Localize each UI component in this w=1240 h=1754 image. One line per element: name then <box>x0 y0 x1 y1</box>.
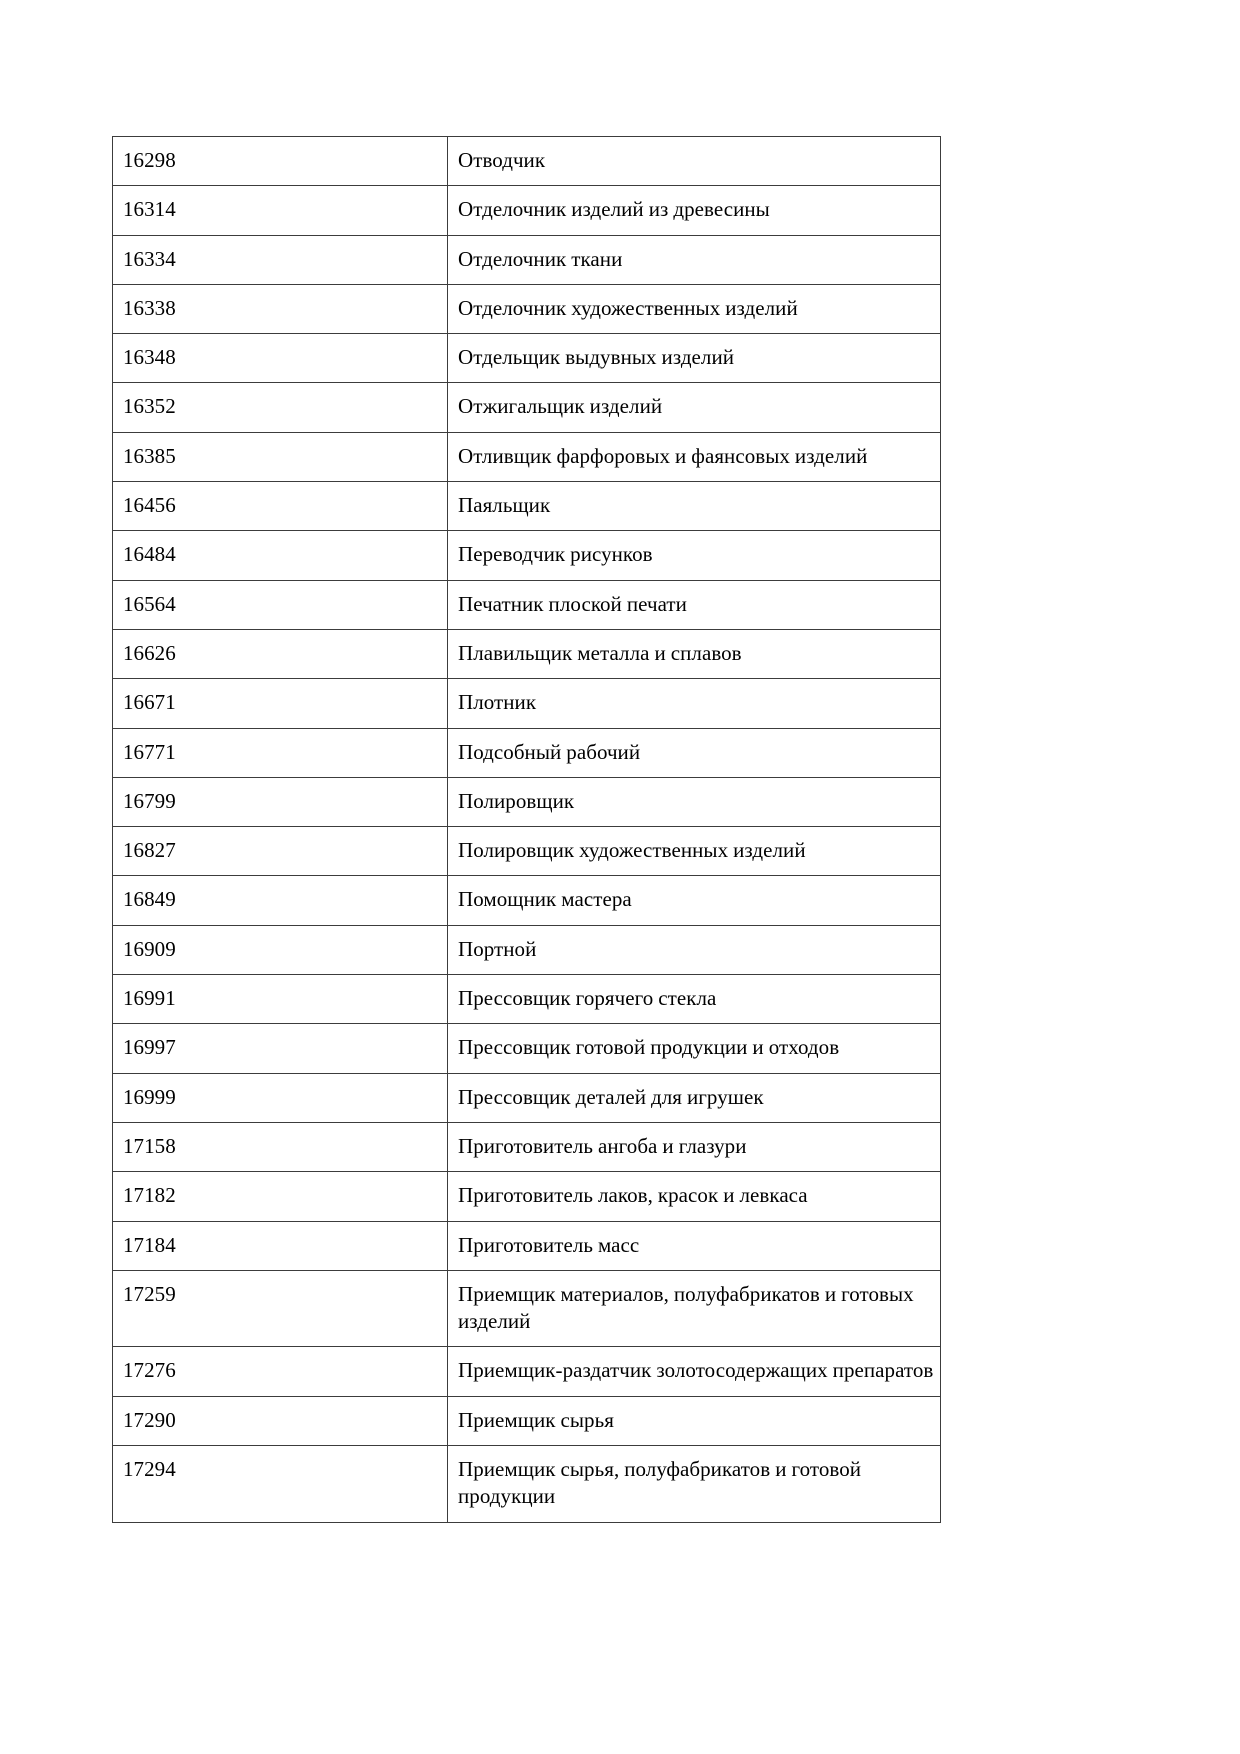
occupation-code-cell: 16991 <box>113 975 448 1024</box>
occupation-code-cell: 16564 <box>113 580 448 629</box>
occupation-name-cell: Приготовитель масс <box>448 1221 941 1270</box>
occupation-name-cell: Прессовщик горячего стекла <box>448 975 941 1024</box>
occupation-table-body <box>113 137 941 1523</box>
occupation-code-cell: 16799 <box>113 777 448 826</box>
occupation-name-cell: Печатник плоской печати <box>448 580 941 629</box>
table-row <box>113 827 941 876</box>
occupation-code-cell: 17158 <box>113 1122 448 1171</box>
occupation-name-cell: Полировщик <box>448 777 941 826</box>
occupation-name-cell: Помощник мастера <box>448 876 941 925</box>
occupation-code-cell: 16314 <box>113 186 448 235</box>
occupation-code-cell: 16334 <box>113 235 448 284</box>
occupation-code-cell: 16999 <box>113 1073 448 1122</box>
occupation-name-cell: Отливщик фарфоровых и фаянсовых изделий <box>448 432 941 481</box>
table-row <box>113 1221 941 1270</box>
occupation-name-cell: Плотник <box>448 679 941 728</box>
occupation-name-cell: Отделочник художественных изделий <box>448 284 941 333</box>
occupation-code-cell: 16997 <box>113 1024 448 1073</box>
occupation-name-cell: Плавильщик металла и сплавов <box>448 629 941 678</box>
table-row <box>113 1122 941 1171</box>
occupation-code-cell: 16849 <box>113 876 448 925</box>
table-row <box>113 777 941 826</box>
occupation-code-cell: 16298 <box>113 137 448 186</box>
occupation-name-cell: Прессовщик деталей для игрушек <box>448 1073 941 1122</box>
occupation-code-cell: 17182 <box>113 1172 448 1221</box>
table-row <box>113 580 941 629</box>
table-row <box>113 531 941 580</box>
occupation-code-cell: 17294 <box>113 1446 448 1523</box>
occupation-code-cell: 17276 <box>113 1347 448 1396</box>
table-row <box>113 1347 941 1396</box>
table-row <box>113 925 941 974</box>
occupation-name-cell: Паяльщик <box>448 482 941 531</box>
occupation-table-container <box>112 136 940 1523</box>
table-row <box>113 1172 941 1221</box>
table-row <box>113 728 941 777</box>
table-row <box>113 186 941 235</box>
table-row <box>113 975 941 1024</box>
occupation-name-cell: Отводчик <box>448 137 941 186</box>
occupation-code-cell: 16348 <box>113 334 448 383</box>
occupation-name-cell: Полировщик художественных изделий <box>448 827 941 876</box>
table-row <box>113 876 941 925</box>
occupation-code-table <box>112 136 941 1523</box>
occupation-code-cell: 16671 <box>113 679 448 728</box>
occupation-code-cell: 16456 <box>113 482 448 531</box>
occupation-name-cell: Приемщик сырья <box>448 1396 941 1445</box>
occupation-name-cell: Переводчик рисунков <box>448 531 941 580</box>
occupation-code-cell: 17290 <box>113 1396 448 1445</box>
occupation-code-cell: 17184 <box>113 1221 448 1270</box>
occupation-name-cell: Портной <box>448 925 941 974</box>
table-row <box>113 432 941 481</box>
occupation-name-cell: Отделочник ткани <box>448 235 941 284</box>
table-row <box>113 629 941 678</box>
table-row <box>113 383 941 432</box>
occupation-name-cell: Отделочник изделий из древесины <box>448 186 941 235</box>
occupation-code-cell: 17259 <box>113 1270 448 1347</box>
table-row <box>113 1024 941 1073</box>
table-row <box>113 137 941 186</box>
occupation-code-cell: 16484 <box>113 531 448 580</box>
table-row <box>113 482 941 531</box>
occupation-name-cell: Приготовитель лаков, красок и левкаса <box>448 1172 941 1221</box>
table-row <box>113 235 941 284</box>
occupation-name-cell: Приемщик-раздатчик золотосодержащих препаратов <box>448 1347 941 1396</box>
occupation-name-cell: Отдельщик выдувных изделий <box>448 334 941 383</box>
occupation-name-cell: Приготовитель ангоба и глазури <box>448 1122 941 1171</box>
occupation-code-cell: 16909 <box>113 925 448 974</box>
occupation-code-cell: 16771 <box>113 728 448 777</box>
table-row <box>113 1270 941 1347</box>
occupation-name-cell: Приемщик сырья, полуфабрикатов и готовой продукции <box>448 1446 941 1523</box>
occupation-name-cell: Приемщик материалов, полуфабрикатов и готовых изделий <box>448 1270 941 1347</box>
occupation-name-cell: Подсобный рабочий <box>448 728 941 777</box>
occupation-code-cell: 16352 <box>113 383 448 432</box>
table-row <box>113 679 941 728</box>
table-row <box>113 1396 941 1445</box>
occupation-name-cell: Отжигальщик изделий <box>448 383 941 432</box>
occupation-code-cell: 16827 <box>113 827 448 876</box>
occupation-code-cell: 16385 <box>113 432 448 481</box>
table-row <box>113 334 941 383</box>
occupation-code-cell: 16338 <box>113 284 448 333</box>
occupation-name-cell: Прессовщик готовой продукции и отходов <box>448 1024 941 1073</box>
table-row <box>113 1446 941 1523</box>
occupation-code-cell: 16626 <box>113 629 448 678</box>
table-row <box>113 284 941 333</box>
table-row <box>113 1073 941 1122</box>
